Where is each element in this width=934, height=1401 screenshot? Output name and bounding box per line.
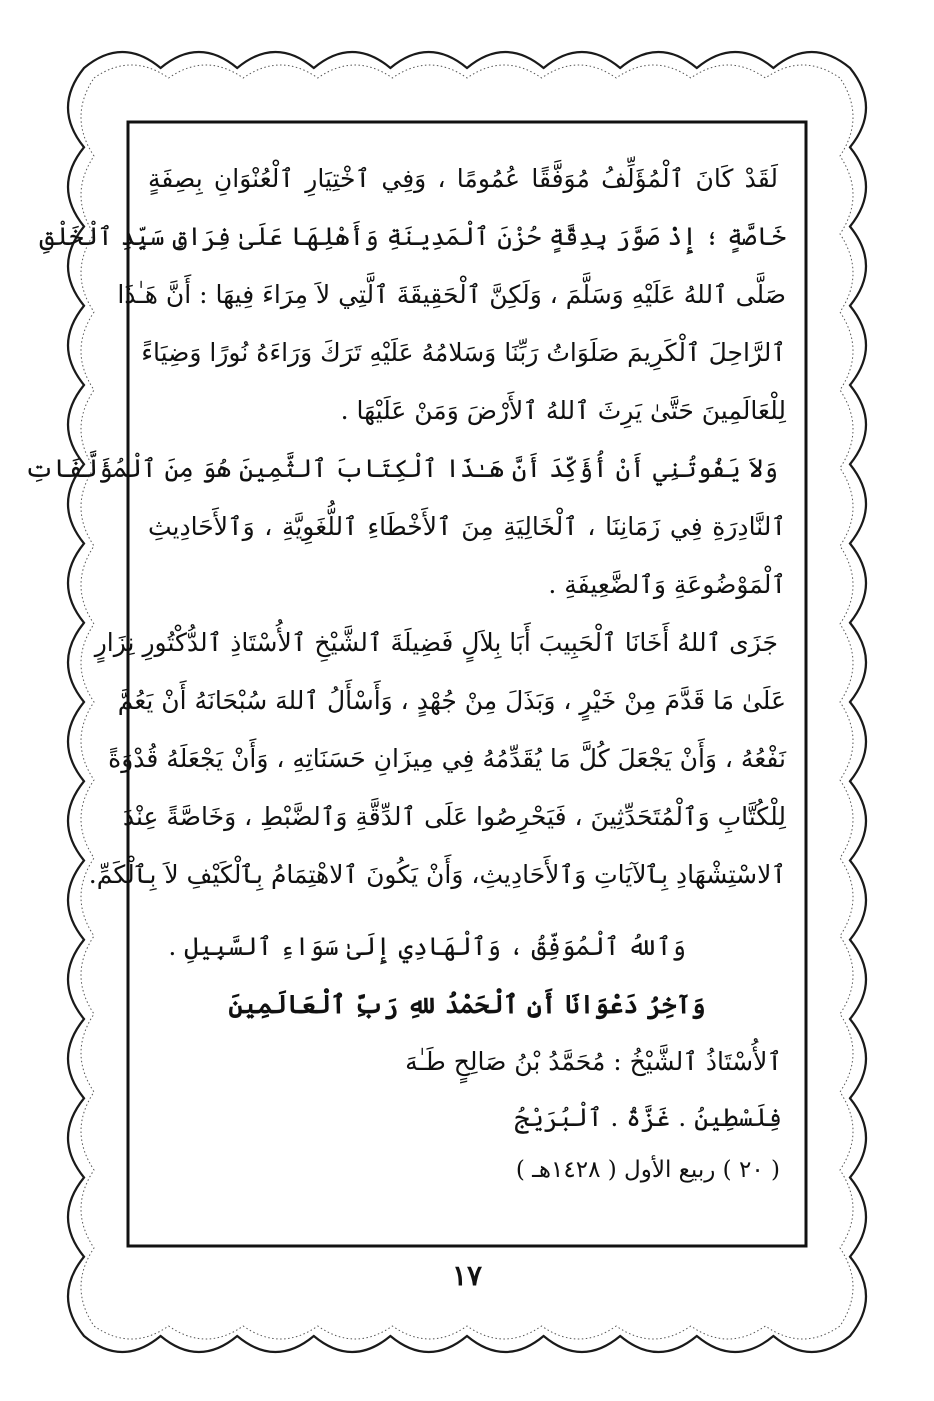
- text-line: خَاصَّةٍ ؛ إِذْ صَوَّرَ بِدِقَّةٍ حُزْنَ ٱلْمَدِينَةِ وَأَهْلِهَا عَلَىٰ فِرَاقِ سَيِّدِ ٱلْخَلْقِ: [39, 222, 786, 251]
- text-line: ٱلاسْتِشْهَادِ بِٱلآيَاتِ وَٱلأَحَادِيثِ، وَأَنْ يَكُونَ ٱلاهْتِمَامُ بِٱلْكَيْفِ لاَ بِٱلْكَمِّ.: [88, 860, 786, 889]
- text-line: ٱلرَّاحِلَ ٱلْكَرِيمَ صَلَوَاتُ رَبِّنَا وَسَلامُهُ عَلَيْهِ تَرَكَ وَرَاءَهُ نُورًا وَضِيَاءً: [141, 338, 786, 367]
- closing-line: وَٱللهُ ٱلْمُوَفِّقُ ، وَٱلْهَادِي إِلَىٰ سَوَاءِ ٱلسَّبِيلِ .: [168, 932, 686, 961]
- text-line: صَلَّى ٱللهُ عَلَيْهِ وَسَلَّمَ ، وَلَكِنَّ ٱلْحَقِيقَةَ ٱلَّتِي لاَ مِرَاءَ فِيهَا : أَنَّ هَـٰذَا: [117, 280, 786, 309]
- text-line: لِلْعَالَمِينَ حَتَّىٰ يَرِثَ ٱللهُ ٱلأَرْضَ وَمَنْ عَلَيْهَا .: [340, 396, 786, 425]
- paragraph-author-praise: [39, 150, 786, 440]
- text-line: نَفْعُهُ ، وَأَنْ يَجْعَلَ كُلَّ مَا يُقَدِّمُهُ فِي مِيزَانِ حَسَنَاتِهِ ، وَأَنْ يَجْعَلَهُ قُدْوَةً: [108, 744, 786, 773]
- text-line: عَلَىٰ مَا قَدَّمَ مِنْ خَيْرٍ ، وَبَذَلَ مِنْ جُهْدٍ ، وَأَسْأَلُ ٱللهَ سُبْحَانَهُ أَنْ يَعُمَّ: [117, 686, 786, 715]
- text-line: جَزَى ٱللهُ أَخَانَا ٱلْحَبِيبَ أَبَا بِلاَلٍ فَضِيلَةَ ٱلشَّيْخِ ٱلأُسْتَاذِ ٱلدُّكْتُورِ نِزَارٍ: [94, 628, 778, 657]
- page-content: [24, 122, 806, 1246]
- text-line: لَقَدْ كَانَ ٱلْمُؤَلِّفُ مُوَفَّقًا عُمُومًا ، وَفِي ٱخْتِيَارِ ٱلْعُنْوَانِ بِصِفَةٍ: [148, 164, 778, 193]
- paragraph-book-praise: [24, 440, 786, 614]
- text-line: وَلاَ يَفُوتُنِي أَنْ أُؤَكِّدَ أَنَّ هَـٰذَا ٱلْكِتَابَ ٱلثَّمِينَ هُوَ مِنَ ٱلْمُؤَلَّفَاتِ: [24, 454, 778, 483]
- author-name: ٱلأُسْتَاذُ ٱلشَّيْخُ : مُحَمَّدُ بْنُ صَالِحٍ طَـٰهَ: [405, 1047, 782, 1076]
- date-line: ( ٢٠ ) ربيع الأول ( ١٤٢٨هـ ): [515, 1157, 780, 1183]
- text-line: ٱلنَّادِرَةِ فِي زَمَانِنَا ، ٱلْخَالِيَةِ مِنَ ٱلأَخْطَاءِ ٱللُّغَوِيَّةِ ، وَٱلأَحَادِيثِ: [148, 512, 786, 541]
- text-line: ٱلْمَوْضُوعَةِ وَٱلضَّعِيفَةِ .: [548, 570, 786, 599]
- final-praise: وَآخِرُ دَعْوَانَا أَنِ ٱلْحَمْدُ للهِ رَبِّ ٱلْعَالَمِينَ: [228, 990, 706, 1019]
- text-line: لِلْكُتَّابِ وَٱلْمُتَحَدِّثِينَ ، فَيَحْرِصُوا عَلَى ٱلدِّقَّةِ وَٱلضَّبْطِ ، وَخَاصَّةً عِنْدَ: [122, 802, 786, 831]
- page-number: ١٧: [451, 1259, 483, 1292]
- author-location: فِلَسْطِينُ . غَزَّةُ . ٱلْبُرَيْجُ: [514, 1103, 782, 1132]
- paragraph-prayer: [88, 614, 786, 904]
